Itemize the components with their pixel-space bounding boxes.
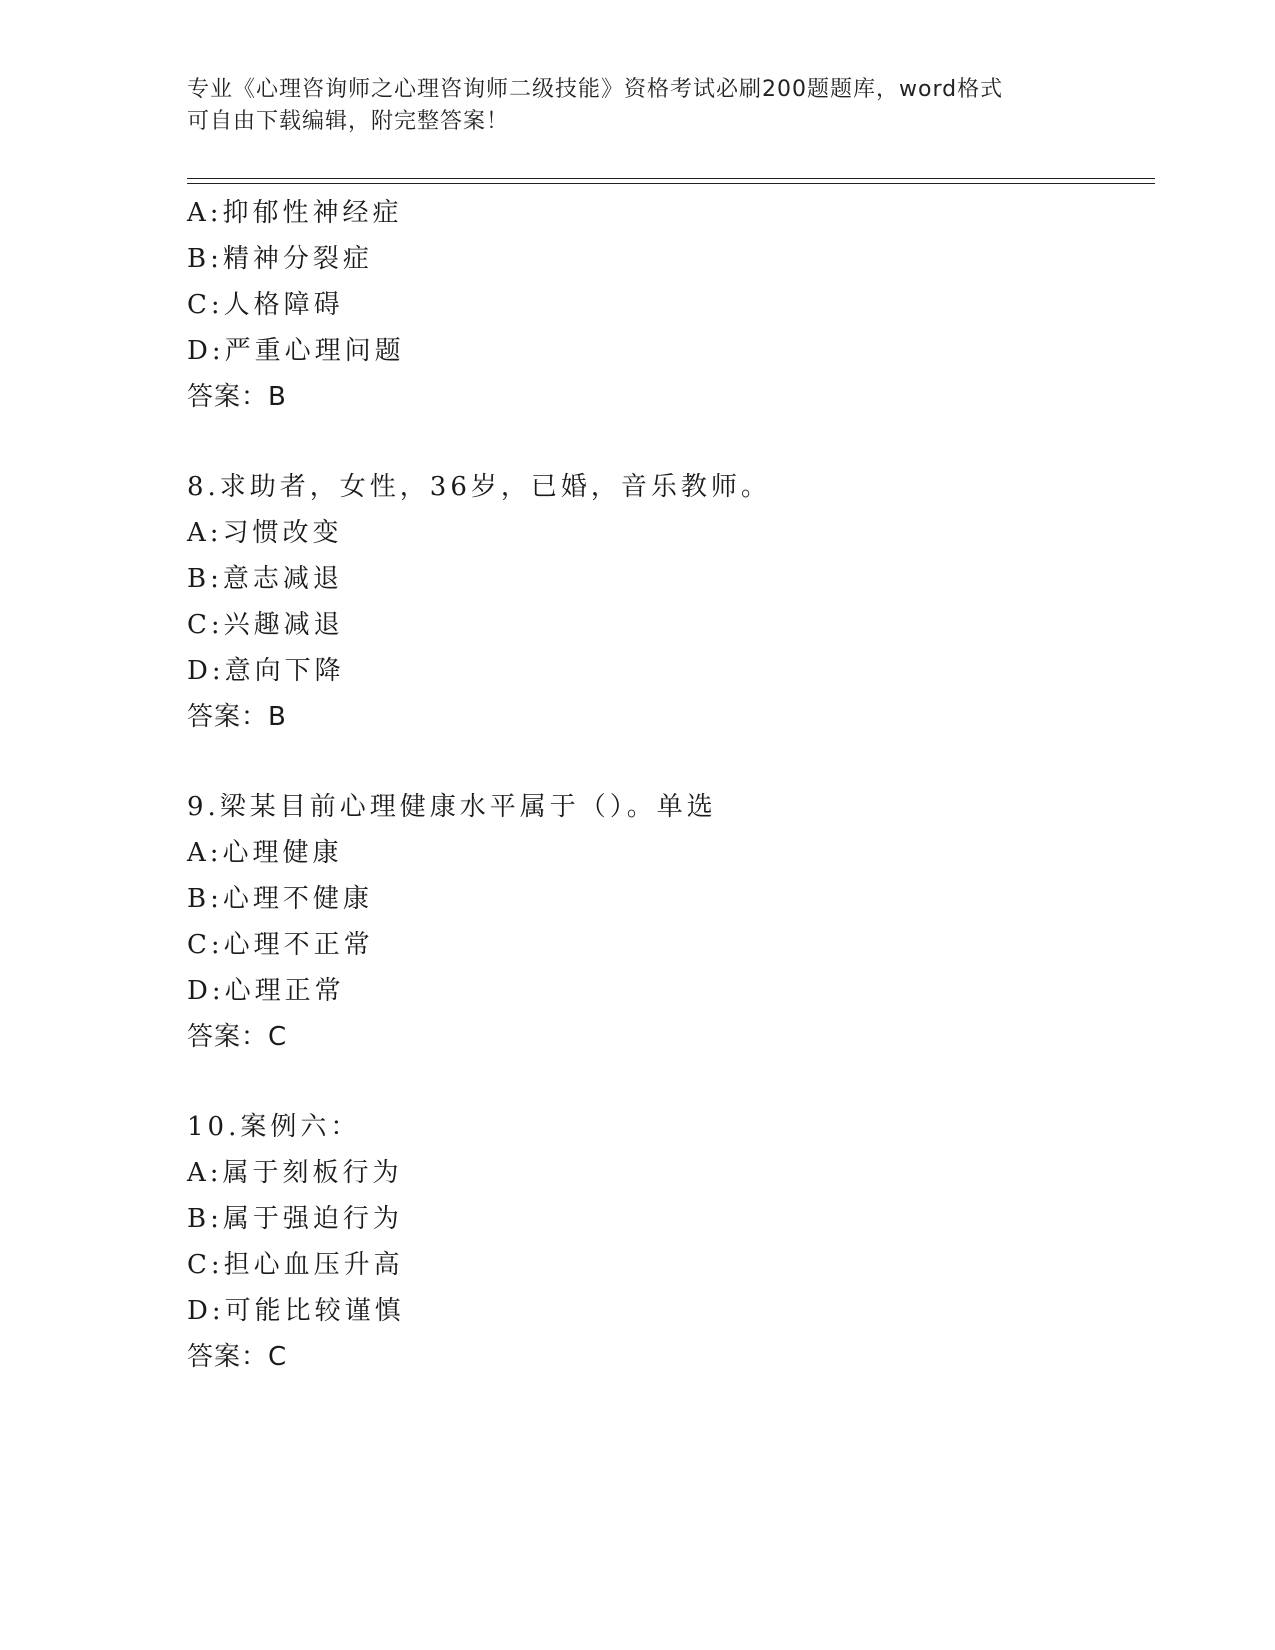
option-b: B:意志减退 bbox=[187, 564, 343, 594]
question-text: 10.案例六： bbox=[187, 1112, 361, 1142]
question-block-7 bbox=[187, 190, 1147, 420]
option-a: A:抑郁性神经症 bbox=[187, 198, 403, 228]
option-a: A:属于刻板行为 bbox=[187, 1158, 403, 1188]
option-d: D:严重心理问题 bbox=[187, 336, 405, 366]
header-line-1: 专业《心理咨询师之心理咨询师二级技能》资格考试必刷200题题库，word格式 bbox=[187, 77, 1004, 102]
header-line-2: 可自由下载编辑，附完整答案！ bbox=[187, 109, 510, 134]
answer-line: 答案：C bbox=[187, 1342, 288, 1372]
header-divider-top bbox=[187, 178, 1155, 179]
option-b: B:心理不健康 bbox=[187, 884, 373, 914]
spacer bbox=[187, 740, 1147, 784]
header-divider-bottom bbox=[187, 183, 1155, 184]
option-a: A:习惯改变 bbox=[187, 518, 343, 548]
spacer bbox=[187, 1060, 1147, 1104]
document-header bbox=[187, 74, 1087, 138]
option-d: D:心理正常 bbox=[187, 976, 345, 1006]
question-block-9 bbox=[187, 784, 1147, 1060]
question-text: 9.梁某目前心理健康水平属于（）。单选 bbox=[187, 792, 717, 822]
option-c: C:兴趣减退 bbox=[187, 610, 344, 640]
question-list bbox=[187, 190, 1147, 1380]
question-block-8 bbox=[187, 464, 1147, 740]
option-c: C:担心血压升高 bbox=[187, 1250, 404, 1280]
answer-line: 答案：C bbox=[187, 1022, 288, 1052]
option-c: C:心理不正常 bbox=[187, 930, 374, 960]
option-b: B:属于强迫行为 bbox=[187, 1204, 403, 1234]
option-d: D:意向下降 bbox=[187, 656, 345, 686]
option-a: A:心理健康 bbox=[187, 838, 343, 868]
question-block-10 bbox=[187, 1104, 1147, 1380]
option-d: D:可能比较谨慎 bbox=[187, 1296, 405, 1326]
option-c: C:人格障碍 bbox=[187, 290, 344, 320]
answer-line: 答案：B bbox=[187, 382, 287, 412]
option-b: B:精神分裂症 bbox=[187, 244, 373, 274]
spacer bbox=[187, 420, 1147, 464]
answer-line: 答案：B bbox=[187, 702, 287, 732]
question-text: 8.求助者，女性，36岁，已婚，音乐教师。 bbox=[187, 472, 771, 502]
